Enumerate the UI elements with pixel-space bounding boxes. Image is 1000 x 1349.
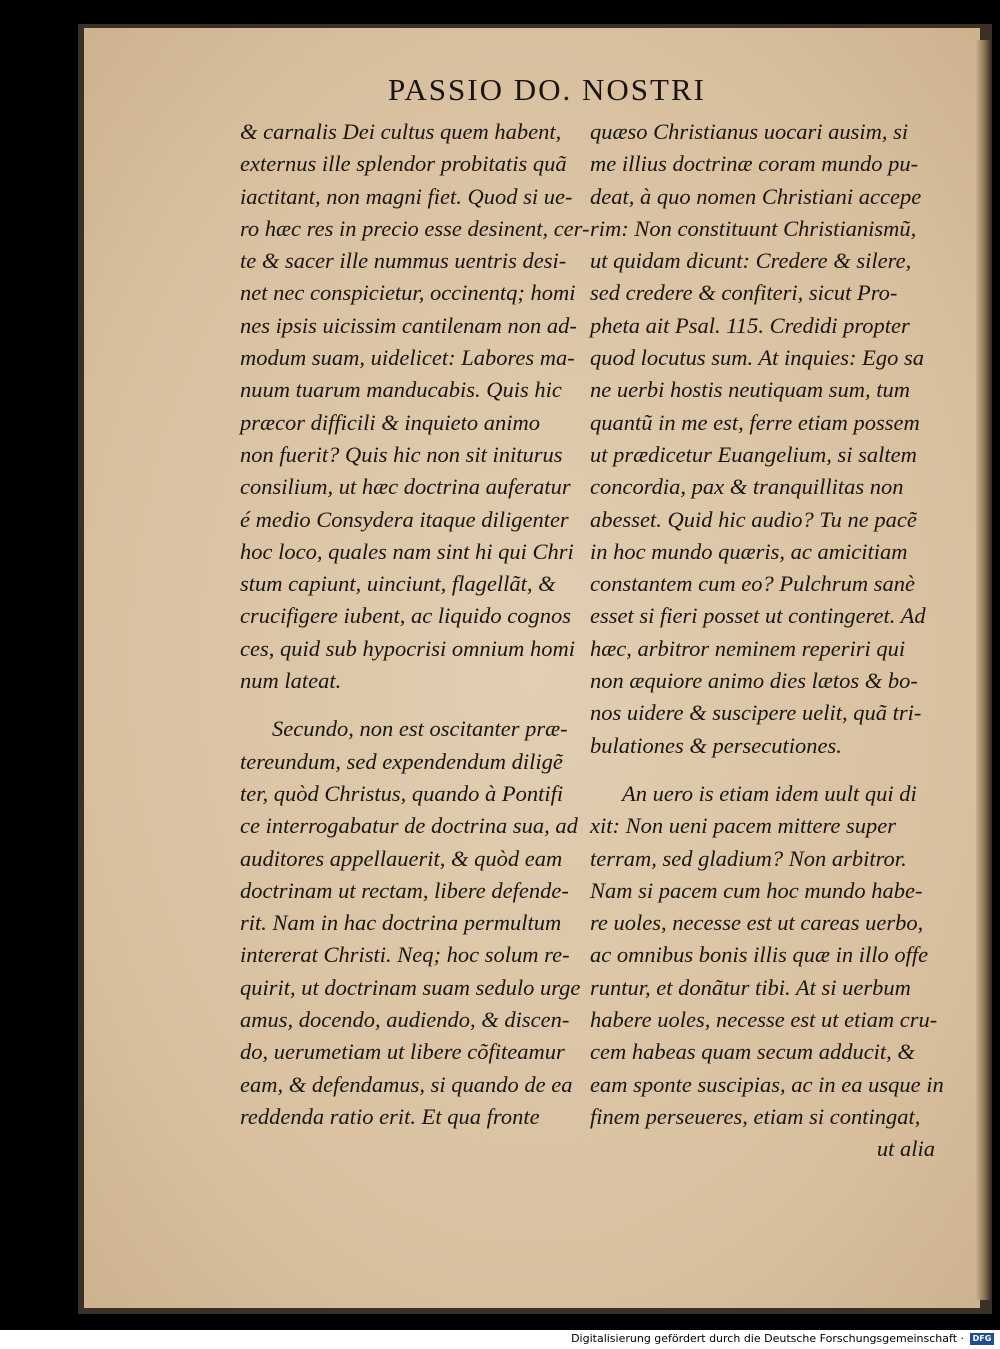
- text-line: præcor difficili & inquieto animo: [240, 409, 540, 435]
- text-line: abesset. Quid hic audio? Tu ne pacẽ: [590, 506, 917, 532]
- text-line: quirit, ut doctrinam suam sedulo urge: [240, 974, 581, 1000]
- text-line: nes ipsis uicissim cantilenam non ad-: [240, 312, 577, 338]
- text-line: quæso Christianus uocari ausim, si: [590, 119, 909, 144]
- text-line: Secundo, non est oscitanter præ-: [272, 716, 568, 742]
- text-line: ro hæc res in precio esse desinent, cer-: [240, 215, 590, 241]
- catchword: ut alia: [876, 1136, 935, 1162]
- text-line: re uoles, necesse est ut careas uerbo,: [590, 910, 924, 936]
- text-line: tereundum, sed expendendum diligẽ: [240, 748, 563, 774]
- text-line: nuum tuarum manducabis. Quis hic: [240, 377, 562, 403]
- text-line: hæc, arbitror neminem reperiri qui: [590, 635, 906, 661]
- text-line: bulationes & persecutiones.: [590, 732, 842, 758]
- text-line: hoc loco, quales nam sint hi qui Chri: [240, 538, 574, 564]
- text-line: ut prædicetur Euangelium, si saltem: [590, 441, 917, 467]
- text-line: ut quidam dicunt: Credere & silere,: [590, 248, 912, 274]
- page-edge: [976, 40, 990, 1300]
- left-paragraph-2: [240, 713, 580, 1133]
- text-line: iactitant, non magni fiet. Quod si ue-: [240, 183, 573, 209]
- text-line: ac omnibus bonis illis quæ in illo offe: [590, 942, 929, 968]
- text-line: Nam si pacem cum hoc mundo habe-: [590, 877, 923, 903]
- text-line: reddenda ratio erit. Et qua fronte: [240, 1103, 540, 1129]
- text-line: eam, & defendamus, si quando de ea: [240, 1071, 573, 1097]
- text-line: modum suam, uidelicet: Labores ma-: [240, 345, 575, 371]
- left-column: [240, 116, 590, 1133]
- text-line: in hoc mundo quæris, ac amicitiam: [590, 538, 908, 564]
- text-line: cem habeas quam secum adducit, &: [590, 1039, 915, 1065]
- text-line: constantem cum eo? Pulchrum sanè: [590, 571, 915, 597]
- text-line: runtur, et donãtur tibi. At si uerbum: [590, 974, 911, 1000]
- right-column: [590, 116, 944, 1166]
- text-line: rim: Non constituunt Christianismũ,: [590, 215, 917, 241]
- text-line: num lateat.: [240, 668, 342, 694]
- text-line: An uero is etiam idem uult qui di: [622, 780, 917, 806]
- text-line: rit. Nam in hac doctrina permultum: [240, 910, 562, 936]
- left-paragraph-1: [240, 116, 590, 697]
- text-line: stum capiunt, uinciunt, flagellãt, &: [240, 571, 556, 597]
- text-line: sed credere & confiteri, sicut Pro-: [590, 280, 898, 306]
- text-line: ces, quid sub hypocrisi omnium homi: [240, 635, 575, 661]
- text-line: doctrinam ut rectam, libere defende-: [240, 877, 569, 903]
- running-title: PASSIO DO. NOSTRI: [388, 72, 706, 107]
- text-line: crucifigere iubent, ac liquido cognos: [240, 603, 571, 629]
- text-line: do, uerumetiam ut libere cõfiteamur: [240, 1039, 565, 1065]
- footer-bar: [0, 1330, 1000, 1349]
- text-line: consilium, ut hæc doctrina auferatur: [240, 474, 571, 500]
- text-line: deat, à quo nomen Christiani accepe: [590, 183, 922, 209]
- text-line: non fuerit? Quis hic non sit initurus: [240, 441, 563, 467]
- text-line: habere uoles, necesse est ut etiam cru-: [590, 1007, 938, 1033]
- text-line: non æquiore animo dies lætos & bo-: [590, 668, 918, 694]
- right-paragraph-1: [590, 116, 935, 762]
- text-line: esset si fieri posset ut contingeret. Ad: [590, 603, 926, 629]
- text-line: é medio Consydera itaque diligenter: [240, 506, 569, 532]
- text-line: quantũ in me est, ferre etiam possem: [590, 409, 920, 435]
- text-line: net nec conspicietur, occinentq; homi: [240, 280, 576, 306]
- text-line: finem perseueres, etiam si contingat,: [590, 1103, 921, 1129]
- text-line: auditores appellauerit, & quòd eam: [240, 845, 563, 871]
- text-line: intererat Christi. Neq; hoc solum re-: [240, 942, 570, 968]
- text-line: xit: Non ueni pacem mittere super: [590, 813, 896, 839]
- text-line: ce interrogabatur de doctrina sua, ad: [240, 813, 578, 839]
- text-line: eam sponte suscipias, ac in ea usque in: [590, 1071, 944, 1097]
- text-line: ter, quòd Christus, quando à Pontifi: [240, 780, 564, 806]
- right-paragraph-2: [590, 778, 944, 1133]
- text-line: terram, sed gladium? Non arbitror.: [590, 845, 907, 871]
- digitization-credit: Digitalisierung gefördert durch die Deutsche Forschungsgemeinschaft ·: [571, 1332, 964, 1345]
- text-line: amus, docendo, audiendo, & discen-: [240, 1007, 570, 1033]
- text-line: & carnalis Dei cultus quem habent,: [240, 119, 562, 144]
- text-line: nos uidere & suscipere uelit, quã tri-: [590, 700, 922, 726]
- text-line: ne uerbi hostis neutiquam sum, tum: [590, 377, 910, 403]
- text-line: quod locutus sum. At inquies: Ego sa: [590, 345, 924, 371]
- text-line: me illius doctrinæ coram mundo pu-: [590, 151, 919, 177]
- text-line: pheta ait Psal. 115. Credidi propter: [590, 312, 910, 338]
- text-line: concordia, pax & tranquillitas non: [590, 474, 904, 500]
- text-line: externus ille splendor probitatis quã: [240, 151, 567, 177]
- dfg-logo: DFG: [970, 1333, 994, 1345]
- text-line: te & sacer ille nummus uentris desi-: [240, 248, 567, 274]
